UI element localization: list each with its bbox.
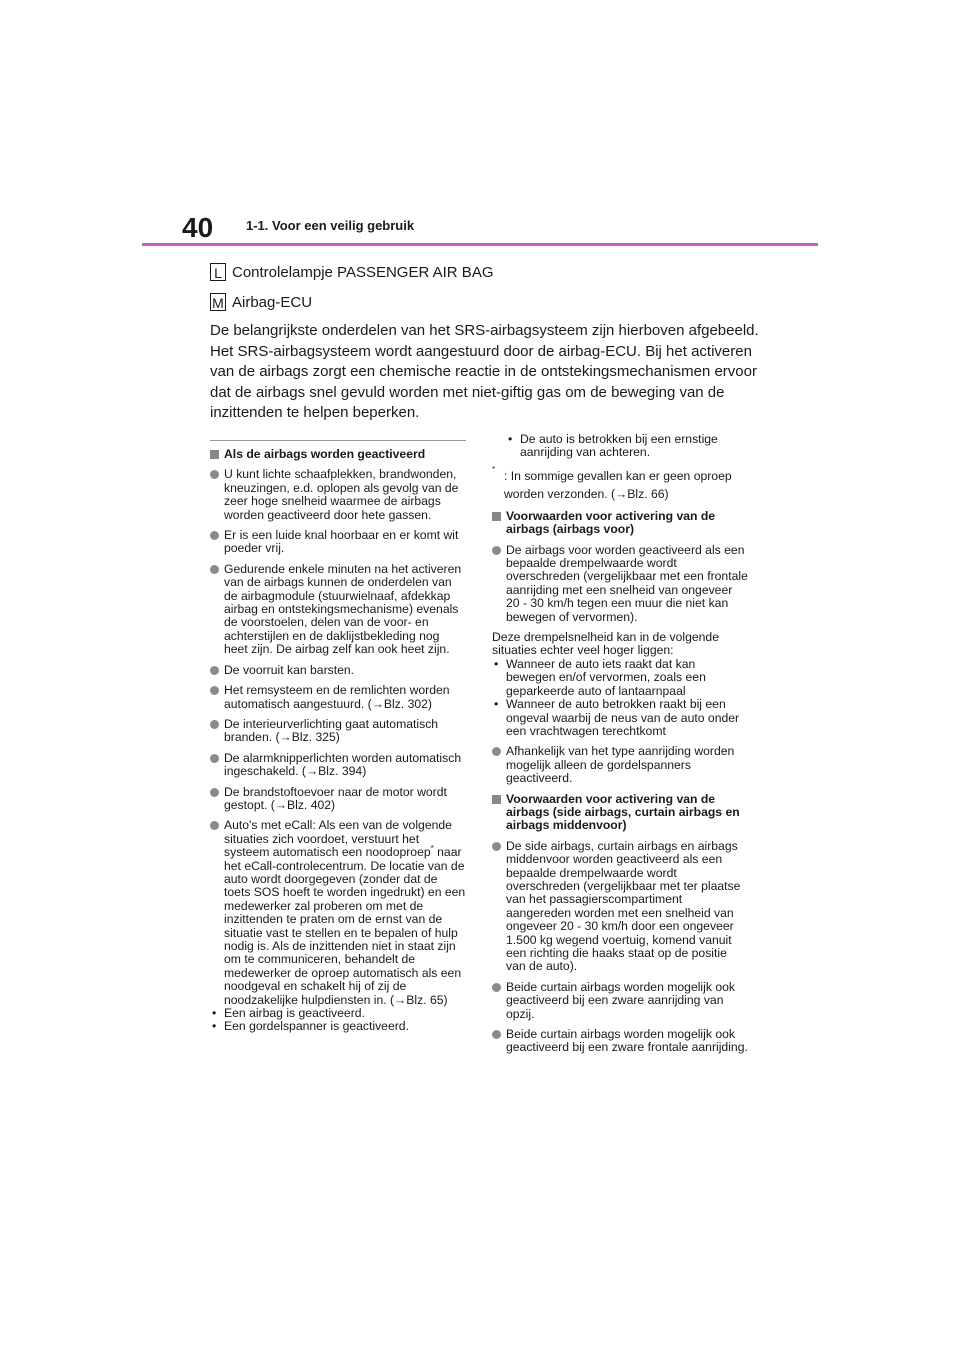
circle-bullet-icon [210, 565, 219, 574]
page-number: 40 [182, 212, 214, 243]
square-bullet-icon [210, 450, 219, 459]
circle-bullet-icon [210, 666, 219, 675]
square-bullet-icon [492, 795, 501, 804]
footnote-marker: * [430, 844, 434, 854]
left-column [210, 440, 466, 1034]
circle-bullet-icon [210, 788, 219, 797]
circle-bullet-icon [492, 842, 501, 851]
section-heading: Voorwaarden voor activering van de airbags (airbags voor) [492, 510, 748, 537]
list-item: De side airbags, curtain airbags en airbags middenvoor worden geactiveerd als een bepaalde drempelwaarde wordt overschreden (vergelijkbaar met ter plaatse van het passagierscompartiment aangereden worden met een snelheid van ongeveer 20 - 30 km/h door een ongeveer 1.500 kg wegend voertuig, komend vanuit een richting die haaks staat op de positie van de auto). [492, 840, 748, 974]
intro-paragraph: De belangrijkste onderdelen van het SRS-airbagsysteem zijn hierboven afgebeeld. Het SRS-airbagsysteem wordt aangestuurd door de airbag-ECU. Bij het activeren van de airbags zorgt een chemische reactie in de ontstekingsmechanismen ervoor dat de airbags snel gevuld worden met niet-giftig gas om de beweging van de inzittenden te helpen beperken. [210, 322, 759, 421]
callout-letter-box: M [210, 293, 226, 311]
right-column [492, 433, 748, 1062]
sub-bullet: • De auto is betrokken bij een ernstige aanrijding van achteren. [508, 432, 718, 460]
callout-label: Controlelampje PASSENGER AIR BAG [232, 263, 494, 281]
callout-m [210, 293, 312, 311]
section-title: 1-1. Voor een veilig gebruik [246, 218, 415, 233]
callout-l [210, 263, 494, 281]
footnote: * : In sommige gevallen kan er geen oproep worden verzonden. (→Blz. 66) [492, 464, 732, 501]
list-item: Het remsysteem en de remlichten worden automatisch aangestuurd. (→Blz. 302) [210, 684, 466, 711]
list-item: Gedurende enkele minuten na het activeren van de airbags kunnen de onderdelen van de airbagmodule (stuurwielnaaf, afdekkap airbag en ontstekingsmechanisme) evenals de voorstoelen, delen van de voor- en achterstijlen en de daklijstbekleding nog heet zijn. De airbag zelf kan ook heet zijn. [210, 563, 466, 657]
circle-bullet-icon [492, 983, 501, 992]
header-divider [142, 243, 818, 246]
column-divider [210, 440, 466, 441]
list-item: U kunt lichte schaafplekken, brandwonden, kneuzingen, e.d. oplopen als gevolg van de zeer hoge snelheid waarmee de airbags worden geactiveerd door hete gassen. [210, 468, 466, 522]
list-item: Er is een luide knal hoorbaar en er komt wit poeder vrij. [210, 529, 466, 556]
list-item: De interieurverlichting gaat automatisch branden. (→Blz. 325) [210, 718, 466, 745]
list-item: De brandstoftoevoer naar de motor wordt gestopt. (→Blz. 402) [210, 786, 466, 813]
circle-bullet-icon [492, 747, 501, 756]
section-heading: Als de airbags worden geactiveerd [210, 448, 466, 461]
circle-bullet-icon [210, 754, 219, 763]
circle-bullet-icon [210, 531, 219, 540]
square-bullet-icon [492, 512, 501, 521]
list-item: De alarmknipperlichten worden automatisch ingeschakeld. (→Blz. 394) [210, 752, 466, 779]
circle-bullet-icon [492, 1030, 501, 1039]
list-item: Beide curtain airbags worden mogelijk ook geactiveerd bij een zware frontale aanrijding. [492, 1028, 748, 1055]
list-item: De voorruit kan barsten. [210, 664, 466, 677]
circle-bullet-icon [210, 720, 219, 729]
list-item: Afhankelijk van het type aanrijding worden mogelijk alleen de gordelspanners geactiveerd. [492, 745, 748, 785]
sub-bullet: • Wanneer de auto iets raakt dat kan bewegen en/of vervormen, zoals een geparkeerde auto of lantaarnpaal [494, 656, 706, 698]
circle-bullet-icon [210, 686, 219, 695]
section-heading: Voorwaarden voor activering van de airbags (side airbags, curtain airbags en airbags middenvoor) [492, 793, 748, 833]
circle-bullet-icon [492, 546, 501, 555]
list-item: De airbags voor worden geactiveerd als een bepaalde drempelwaarde wordt overschreden (vergelijkbaar met een frontale aanrijding met een snelheid van ongeveer 20 - 30 km/h tegen een muur die niet kan bewegen of vervormen). [492, 544, 748, 624]
list-item: Beide curtain airbags worden mogelijk ook geactiveerd bij een zware aanrijding van opzij. [492, 981, 748, 1021]
paragraph: Deze drempelsnelheid kan in de volgende situaties echter veel hoger liggen: [492, 630, 719, 658]
callout-letter-box: L [210, 263, 226, 281]
circle-bullet-icon [210, 821, 219, 830]
list-item-ecall: Auto's met eCall: Als een van de volgende situaties zich voordoet, verstuurt het systeem automatisch een noodoproep* naar het eCall-controlecentrum. De locatie van de auto wordt doorgegeven (zonder dat de toets SOS hoeft te worden ingedrukt) en een medewerker zal proberen om met de inzittenden te praten om de ernst van de situatie vast te stellen en te bepalen of hulp nodig is. Als de inzittenden niet in staat zijn om te communiceren, behandelt de medewerker de oproep automatisch als een noodgeval en schakelt hij of zij de noodzakelijke hulpdiensten in. (→Blz. 65) [210, 819, 466, 1007]
sub-bullet: • Een gordelspanner is geactiveerd. [212, 1019, 409, 1034]
callout-label: Airbag-ECU [232, 293, 313, 311]
sub-bullet: • Wanneer de auto betrokken raakt bij een ongeval waarbij de neus van de auto onder een vrachtwagen terechtkomt [494, 697, 740, 738]
sub-bullet: • Een airbag is geactiveerd. [212, 1006, 365, 1021]
circle-bullet-icon [210, 470, 219, 479]
